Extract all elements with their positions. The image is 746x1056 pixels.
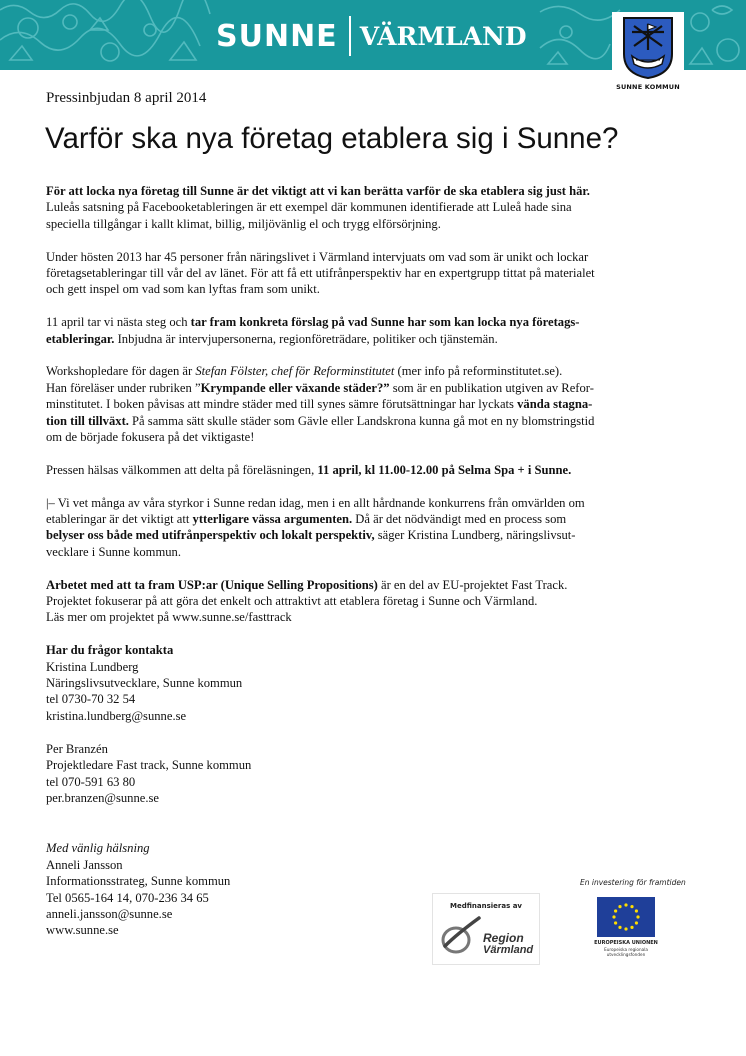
eu-star	[624, 903, 627, 906]
eu-star	[618, 905, 621, 908]
contact-email: per.branzen@sunne.se	[46, 790, 160, 805]
signoff-email: anneli.jansson@sunne.se	[46, 906, 173, 921]
signoff-name: Anneli Jansson	[46, 857, 123, 872]
eu-star	[635, 909, 638, 912]
eu-star	[614, 909, 617, 912]
signoff-greeting: Med vänlig hälsning	[46, 841, 150, 856]
brand-varmland: VÄRMLAND	[359, 21, 527, 51]
paragraph-interviews: Under hösten 2013 har 45 personer från näringslivet i Värmland intervjuats om vad som är unikt och lockar företagsetableringar till vår del av länet. För att få ett utifrånperspektiv har en expertgrupp tittat på materialet och gett inspel om vad som kan lyftas fram som unikt.	[46, 249, 595, 297]
region-swoosh-icon	[439, 916, 483, 958]
brand-sunne: SUNNE	[216, 18, 338, 54]
contact-name: Kristina Lundberg	[46, 659, 139, 674]
eu-star	[624, 927, 627, 930]
press-release-body	[46, 183, 696, 955]
press-dateline: Pressinbjudan 8 april 2014	[46, 90, 207, 106]
signoff-website: www.sunne.se	[46, 923, 119, 938]
contact-block-1	[46, 642, 696, 724]
paragraph-quote: |– Vi vet många av våra styrkor i Sunne redan idag, men i en allt hårdnande konkurrens från omvärlden om etableringar är det viktigt att ytterligare vässa argumenten. Då är det nödvändigt med en process som belyser oss både med utifrånperspektiv och lokalt perspektiv, säger Kristina Lundberg, näringslivsut- vecklare i Sunne kommun.	[46, 495, 585, 559]
contact-block-2	[46, 741, 696, 807]
eu-star	[630, 905, 633, 908]
speaker-name: Stefan Fölster, chef för Reforminstitutet	[195, 364, 395, 379]
eu-flag-icon	[597, 897, 655, 937]
brand-divider	[349, 16, 351, 56]
municipal-crest	[612, 12, 684, 94]
contact-phone: tel 070-591 63 80	[46, 774, 136, 789]
eu-tagline: En investering för framtiden	[580, 878, 686, 887]
crest-label: SUNNE KOMMUN	[616, 83, 680, 91]
eu-star	[636, 915, 639, 918]
signoff-phone: Tel 0565-164 14, 070-236 34 65	[46, 890, 209, 905]
region-varmland-logo	[432, 893, 540, 965]
page-title: Varför ska nya företag etablera sig i Sunne?	[45, 122, 619, 155]
contact-title: Projektledare Fast track, Sunne kommun	[46, 758, 252, 773]
eu-star	[618, 926, 621, 929]
eu-union-label: EUROPEISKA UNIONEN	[594, 940, 658, 946]
eu-star	[630, 926, 633, 929]
paragraph-next-step: 11 april tar vi nästa steg och tar fram konkreta förslag på vad Sunne har som kan locka nya företags- etableringar. Inbjudna är intervjupersonerna, regionföreträdare, politiker och tjänstemän.	[46, 315, 580, 346]
project-link: Läs mer om projektet på www.sunne.se/fasttrack	[46, 610, 292, 625]
brand-wordmark	[216, 18, 527, 54]
paragraph-press-invite: Pressen hälsas välkommen att delta på föreläsningen, 11 april, kl 11.00-12.00 på Selma Spa + i Sunne.	[46, 462, 572, 477]
eu-fund-label: Europeiska regionala utvecklingsfonden	[604, 947, 648, 957]
region-name: Region	[483, 931, 524, 945]
contact-email: kristina.lundberg@sunne.se	[46, 708, 187, 723]
cofinanced-caption: Medfinansieras av	[450, 902, 522, 910]
eu-star	[614, 921, 617, 924]
paragraph-intro: För att locka nya företag till Sunne är det viktigt att vi kan berätta varför de ska etablera sig just här. Luleås satsning på Facebooketableringen är ett exempel där kommunen identifierade att Luleå hade sina speciella tillgångar i kallt klimat, billig, miljövänlig el och trygg elförsörjning.	[46, 184, 590, 231]
paragraph-project: Arbetet med att ta fram USP:ar (Unique Selling Propositions) är en del av EU-projektet Fast Track. Projektet fokuserar på att göra det enkelt och attraktivt att etablera företag i Sunne och Värmland. Läs mer om projektet på www.sunne.se/fasttrack	[46, 577, 696, 626]
eu-star	[635, 921, 638, 924]
eu-star	[612, 915, 615, 918]
contact-title: Näringslivsutvecklare, Sunne kommun	[46, 676, 243, 691]
paragraph-workshop: Workshopledare för dagen är Stefan Fölster, chef för Reforminstitutet (mer info på reforminstitutet.se). Han föreläser under rubriken ”Krympande eller växande städer?” som är en publikation utgiven av Refor- minstitutet. I boken påvisas att mindre städer med till synes sämre förutsättningar har lyckats vända stagna- tion till tillväxt. På samma sätt skulle städer som Gävle eller Landskrona kunna gå mot en ny blomstringstid om de började fokusera på det viktigaste!	[46, 364, 595, 445]
contact-phone: tel 0730-70 32 54	[46, 692, 136, 707]
event-time-place: 11 april, kl 11.00-12.00 på Selma Spa + i Sunne.	[317, 462, 572, 477]
region-name-varmland: Värmland	[483, 944, 534, 956]
intro-lead: För att locka nya företag till Sunne är det viktigt att vi kan berätta varför de ska etablera sig just här.	[46, 184, 590, 198]
contact-name: Per Branzén	[46, 741, 108, 756]
signoff-title: Informationsstrateg, Sunne kommun	[46, 874, 231, 889]
crest-shield-icon	[622, 16, 674, 80]
contact-heading: Har du frågor kontakta	[46, 643, 174, 658]
